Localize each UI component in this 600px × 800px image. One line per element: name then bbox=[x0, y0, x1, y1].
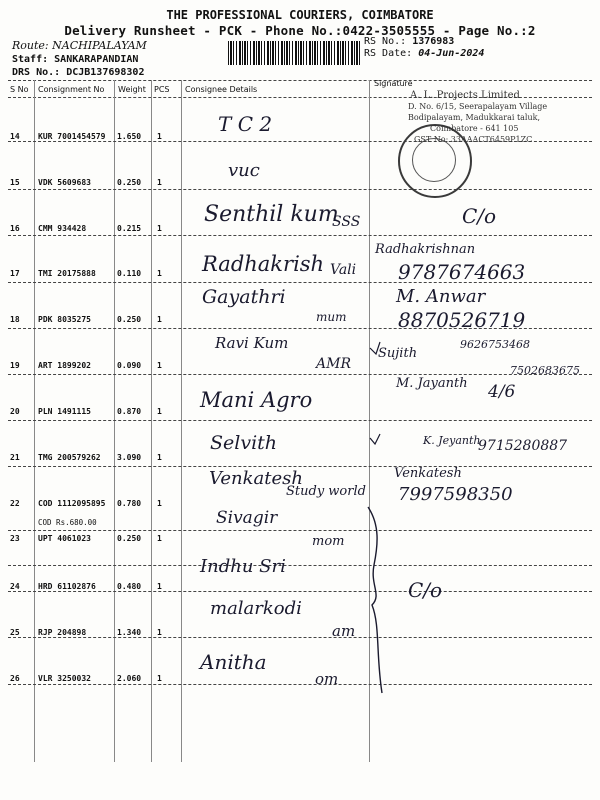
cell-consignment: COD 1112095895 bbox=[38, 499, 106, 508]
handwritten-phone: 7502683675 bbox=[510, 364, 580, 377]
cell-weight: 2.060 bbox=[117, 674, 142, 683]
cell-sno: 17 bbox=[10, 269, 20, 278]
stamp-text: D. No. 6/15, Seerapalayam Village bbox=[408, 102, 548, 111]
drs-info bbox=[12, 67, 144, 78]
handwritten-name: Ravi Kum bbox=[215, 334, 289, 352]
handwritten-name: Venkatesh bbox=[209, 468, 303, 489]
cell-weight: 0.250 bbox=[117, 315, 142, 324]
stamp-text: Coimbatore - 641 105 bbox=[430, 124, 519, 133]
col-header-weight: Weight bbox=[118, 85, 146, 94]
cell-pcs: 1 bbox=[157, 315, 162, 324]
handwritten-name: Indhu Sri bbox=[200, 556, 286, 577]
company-stamp-inner bbox=[412, 138, 456, 182]
handwritten-signature: K. Jeyanth bbox=[423, 434, 481, 447]
handwritten-name: Senthil kum bbox=[204, 202, 339, 227]
handwritten-note: om bbox=[315, 670, 339, 688]
cell-pcs: 1 bbox=[157, 534, 162, 543]
table-top-rule bbox=[8, 80, 592, 81]
column-divider bbox=[151, 80, 152, 762]
cell-consignment: PLN 1491115 bbox=[38, 407, 91, 416]
staff-label: Staff: bbox=[12, 54, 49, 65]
cell-pcs: 1 bbox=[157, 628, 162, 637]
row-separator bbox=[8, 374, 592, 375]
cell-sno: 19 bbox=[10, 361, 20, 370]
cell-pcs: 1 bbox=[157, 269, 162, 278]
handwritten-name: Gayathri bbox=[202, 286, 286, 308]
handwritten-name: Sivagir bbox=[216, 508, 278, 528]
cell-pcs: 1 bbox=[157, 224, 162, 233]
col-header-sno: S No bbox=[10, 85, 29, 94]
handwritten-name: malarkodi bbox=[210, 598, 302, 619]
cell-weight: 0.215 bbox=[117, 224, 142, 233]
handwritten-note: Vali bbox=[330, 262, 357, 278]
row-separator bbox=[8, 637, 592, 638]
cell-pcs: 1 bbox=[157, 178, 162, 187]
rs-no-value: 1376983 bbox=[412, 36, 455, 47]
handwritten-signature: M. Jayanth bbox=[396, 376, 468, 391]
row-separator bbox=[8, 420, 592, 421]
stamp-text: Bodipalayam, Madukkarai taluk, bbox=[408, 113, 541, 122]
handwritten-signature: C/o bbox=[408, 578, 443, 602]
cell-pcs: 1 bbox=[157, 582, 162, 591]
row-separator bbox=[8, 235, 592, 236]
runsheet-subtitle: Delivery Runsheet - PCK - Phone No.:0422-3505555 - Page No.:2 bbox=[64, 23, 536, 38]
col-header-signature: Signature bbox=[374, 79, 413, 88]
cell-sno: 20 bbox=[10, 407, 20, 416]
cell-consignment: RJP 204898 bbox=[38, 628, 87, 637]
col-header-consignment: Consignment No bbox=[38, 85, 105, 94]
cell-consignment: PDK 8035275 bbox=[38, 315, 91, 324]
handwritten-signature: Venkatesh bbox=[394, 466, 462, 481]
row-separator bbox=[8, 530, 592, 531]
stamp-text: A. L. Projects Limited bbox=[410, 90, 520, 101]
handwritten-phone: 8870526719 bbox=[398, 308, 526, 332]
handwritten-name: T C 2 bbox=[218, 112, 273, 136]
cell-pcs: 1 bbox=[157, 674, 162, 683]
cell-weight: 0.780 bbox=[117, 499, 142, 508]
cell-weight: 0.870 bbox=[117, 407, 142, 416]
cell-weight: 1.340 bbox=[117, 628, 142, 637]
company-title: THE PROFESSIONAL COURIERS, COIMBATORE bbox=[166, 8, 434, 22]
cell-weight: 0.110 bbox=[117, 269, 142, 278]
cell-sno: 14 bbox=[10, 132, 20, 141]
cod-amount: COD Rs.680.00 bbox=[38, 518, 97, 527]
column-divider bbox=[114, 80, 115, 762]
drs-value: DCJB137698302 bbox=[66, 67, 145, 78]
staff-value: SANKARAPANDIAN bbox=[54, 54, 139, 65]
handwritten-note: AMR bbox=[316, 356, 351, 372]
row-separator bbox=[8, 189, 592, 190]
cell-pcs: 1 bbox=[157, 132, 162, 141]
rs-date-value: 04-Jun-2024 bbox=[418, 48, 485, 59]
handwritten-name: Mani Agro bbox=[200, 388, 313, 412]
cell-consignment: KUR 7001454579 bbox=[38, 132, 106, 141]
cell-weight: 0.090 bbox=[117, 361, 142, 370]
cell-pcs: 1 bbox=[157, 361, 162, 370]
cell-sno: 24 bbox=[10, 582, 20, 591]
handwritten-note: am bbox=[332, 622, 356, 640]
cell-weight: 1.650 bbox=[117, 132, 142, 141]
rs-no-label: RS No.: bbox=[364, 36, 407, 47]
cell-weight: 3.090 bbox=[117, 453, 142, 462]
col-header-pcs: PCS bbox=[154, 85, 170, 94]
handwritten-signature: Sujith bbox=[378, 346, 418, 361]
cell-weight: 0.480 bbox=[117, 582, 142, 591]
cell-sno: 22 bbox=[10, 499, 20, 508]
cell-consignment: TMI 20175888 bbox=[38, 269, 96, 278]
cell-sno: 15 bbox=[10, 178, 20, 187]
col-header-details: Consignee Details bbox=[185, 85, 258, 94]
cell-consignment: VLR 3250032 bbox=[38, 674, 91, 683]
row-separator bbox=[8, 565, 592, 566]
cell-pcs: 1 bbox=[157, 453, 162, 462]
handwritten-note: Study world bbox=[286, 484, 366, 499]
cell-pcs: 1 bbox=[157, 407, 162, 416]
cell-sno: 18 bbox=[10, 315, 20, 324]
cell-weight: 0.250 bbox=[117, 534, 142, 543]
route-label: Route: bbox=[12, 39, 49, 52]
rs-date-label: RS Date: bbox=[364, 48, 413, 59]
handwritten-note: SSS bbox=[332, 214, 361, 230]
handwritten-signature: Radhakrishnan bbox=[375, 242, 476, 257]
cell-sno: 21 bbox=[10, 453, 20, 462]
handwritten-date: 4/6 bbox=[488, 382, 516, 402]
handwritten-name: vuc bbox=[228, 160, 260, 181]
handwritten-phone: 7997598350 bbox=[398, 484, 513, 505]
handwritten-phone: 9626753468 bbox=[460, 338, 530, 351]
handwritten-name: Selvith bbox=[210, 432, 278, 454]
cell-sno: 16 bbox=[10, 224, 20, 233]
column-divider bbox=[34, 80, 35, 762]
cell-weight: 0.250 bbox=[117, 178, 142, 187]
cell-consignment: HRD 61102876 bbox=[38, 582, 96, 591]
cell-consignment: ART 1899202 bbox=[38, 361, 91, 370]
cell-sno: 25 bbox=[10, 628, 20, 637]
barcode bbox=[228, 41, 360, 65]
rs-no-info bbox=[364, 36, 454, 47]
cell-consignment: UPT 4061023 bbox=[38, 534, 91, 543]
cell-pcs: 1 bbox=[157, 499, 162, 508]
handwritten-phone: 9787674663 bbox=[398, 260, 526, 284]
row-separator bbox=[8, 466, 592, 467]
handwritten-note: mum bbox=[316, 310, 347, 324]
cell-consignment: CMM 934428 bbox=[38, 224, 87, 233]
handwritten-signature: C/o bbox=[462, 204, 497, 228]
cell-sno: 23 bbox=[10, 534, 20, 543]
handwritten-name: Anitha bbox=[200, 650, 267, 674]
route-value: NACHIPALAYAM bbox=[52, 39, 147, 52]
row-separator bbox=[8, 684, 592, 685]
handwritten-name: Radhakrish bbox=[202, 252, 325, 276]
cell-consignment: VDK 5609683 bbox=[38, 178, 91, 187]
handwritten-phone: 9715280887 bbox=[478, 438, 568, 454]
cell-sno: 26 bbox=[10, 674, 20, 683]
drs-label: DRS No.: bbox=[12, 67, 61, 78]
row-separator bbox=[8, 591, 592, 592]
staff-info bbox=[12, 54, 138, 65]
cell-consignment: TMG 200579262 bbox=[38, 453, 101, 462]
column-divider bbox=[181, 80, 182, 762]
stamp-text: GST No: 33AAACT6459P1ZC bbox=[414, 135, 533, 144]
handwritten-note: mom bbox=[312, 534, 345, 549]
handwritten-marks bbox=[368, 340, 382, 470]
handwritten-signature: M. Anwar bbox=[396, 286, 486, 307]
handwritten-bracket bbox=[360, 505, 390, 695]
route-info bbox=[12, 39, 147, 52]
rs-date-info bbox=[364, 48, 484, 59]
